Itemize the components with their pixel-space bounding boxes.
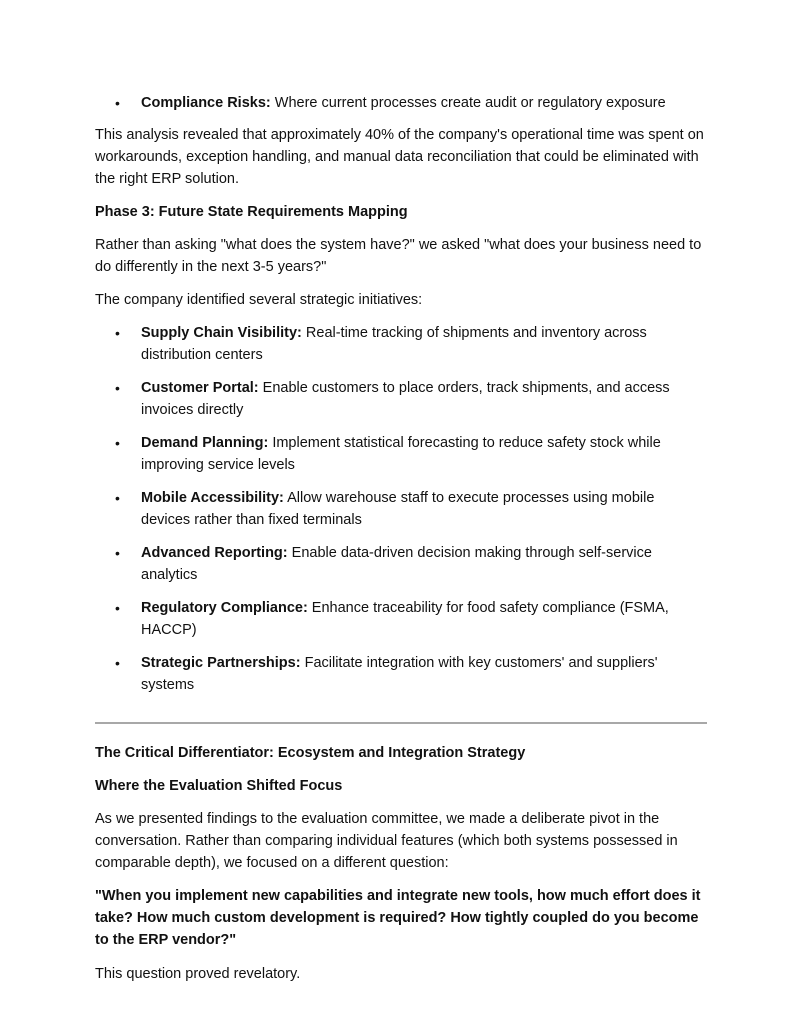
key-question-quote: "When you implement new capabilities and integrate new tools, how much effort does it take? How much custom development is required? How tightly coupled do you become to the ERP vendor?" [95, 888, 701, 948]
bullet-label: Supply Chain Visibility: [141, 325, 302, 341]
section-heading: The Critical Differentiator: Ecosystem and Integration Strategy [95, 745, 526, 761]
list-item [95, 432, 707, 476]
bullet-text: Implement statistical forecasting to reduce safety stock while improving service levels [141, 435, 661, 473]
initiatives-list [95, 322, 707, 696]
list-item [95, 542, 707, 586]
bullet-label: Strategic Partnerships: [141, 655, 301, 671]
bullet-text: Enhance traceability for food safety compliance (FSMA, HACCP) [141, 600, 669, 638]
bullet-label: Customer Portal: [141, 380, 259, 396]
bullet-text: Facilitate integration with key customers' and suppliers' systems [141, 655, 658, 693]
bullet-label: Compliance Risks: [141, 95, 271, 111]
bullet-label: Demand Planning: [141, 435, 269, 451]
list-item [95, 597, 707, 641]
phase3-intro: Rather than asking "what does the system have?" we asked "what does your business need to do differently in the next 3-5 years?" [95, 237, 702, 275]
bullet-text: Enable data-driven decision making through self-service analytics [141, 545, 652, 583]
list-item [95, 652, 707, 696]
analysis-paragraph: This analysis revealed that approximately 40% of the company's operational time was spent on workarounds, exception handling, and manual data reconciliation that could be eliminated with the right ERP solution. [95, 127, 704, 187]
bullet-text: Where current processes create audit or regulatory exposure [270, 95, 666, 111]
document-page [95, 92, 707, 996]
bullet-text: Real-time tracking of shipments and inventory across distribution centers [141, 325, 647, 363]
bullet-label: Mobile Accessibility: [141, 490, 284, 506]
list-item [95, 322, 707, 366]
bullet-text: Enable customers to place orders, track shipments, and access invoices directly [141, 380, 670, 418]
initiatives-intro: The company identified several strategic initiatives: [95, 292, 423, 308]
section-paragraph: As we presented findings to the evaluation committee, we made a deliberate pivot in the conversation. Rather than comparing individual features (which both systems possessed in comparable depth), we focused on a different question: [95, 811, 678, 871]
bullet-label: Regulatory Compliance: [141, 600, 308, 616]
list-item [95, 487, 707, 531]
compliance-list [95, 92, 707, 114]
closing-sentence: This question proved revelatory. [95, 966, 301, 982]
bullet-label: Advanced Reporting: [141, 545, 288, 561]
bullet-text: Allow warehouse staff to execute processes using mobile devices rather than fixed terminals [141, 490, 655, 528]
phase3-heading: Phase 3: Future State Requirements Mapping [95, 204, 408, 220]
list-item [95, 92, 707, 114]
list-item [95, 377, 707, 421]
horizontal-divider [95, 722, 707, 724]
section-subheading: Where the Evaluation Shifted Focus [95, 778, 343, 794]
